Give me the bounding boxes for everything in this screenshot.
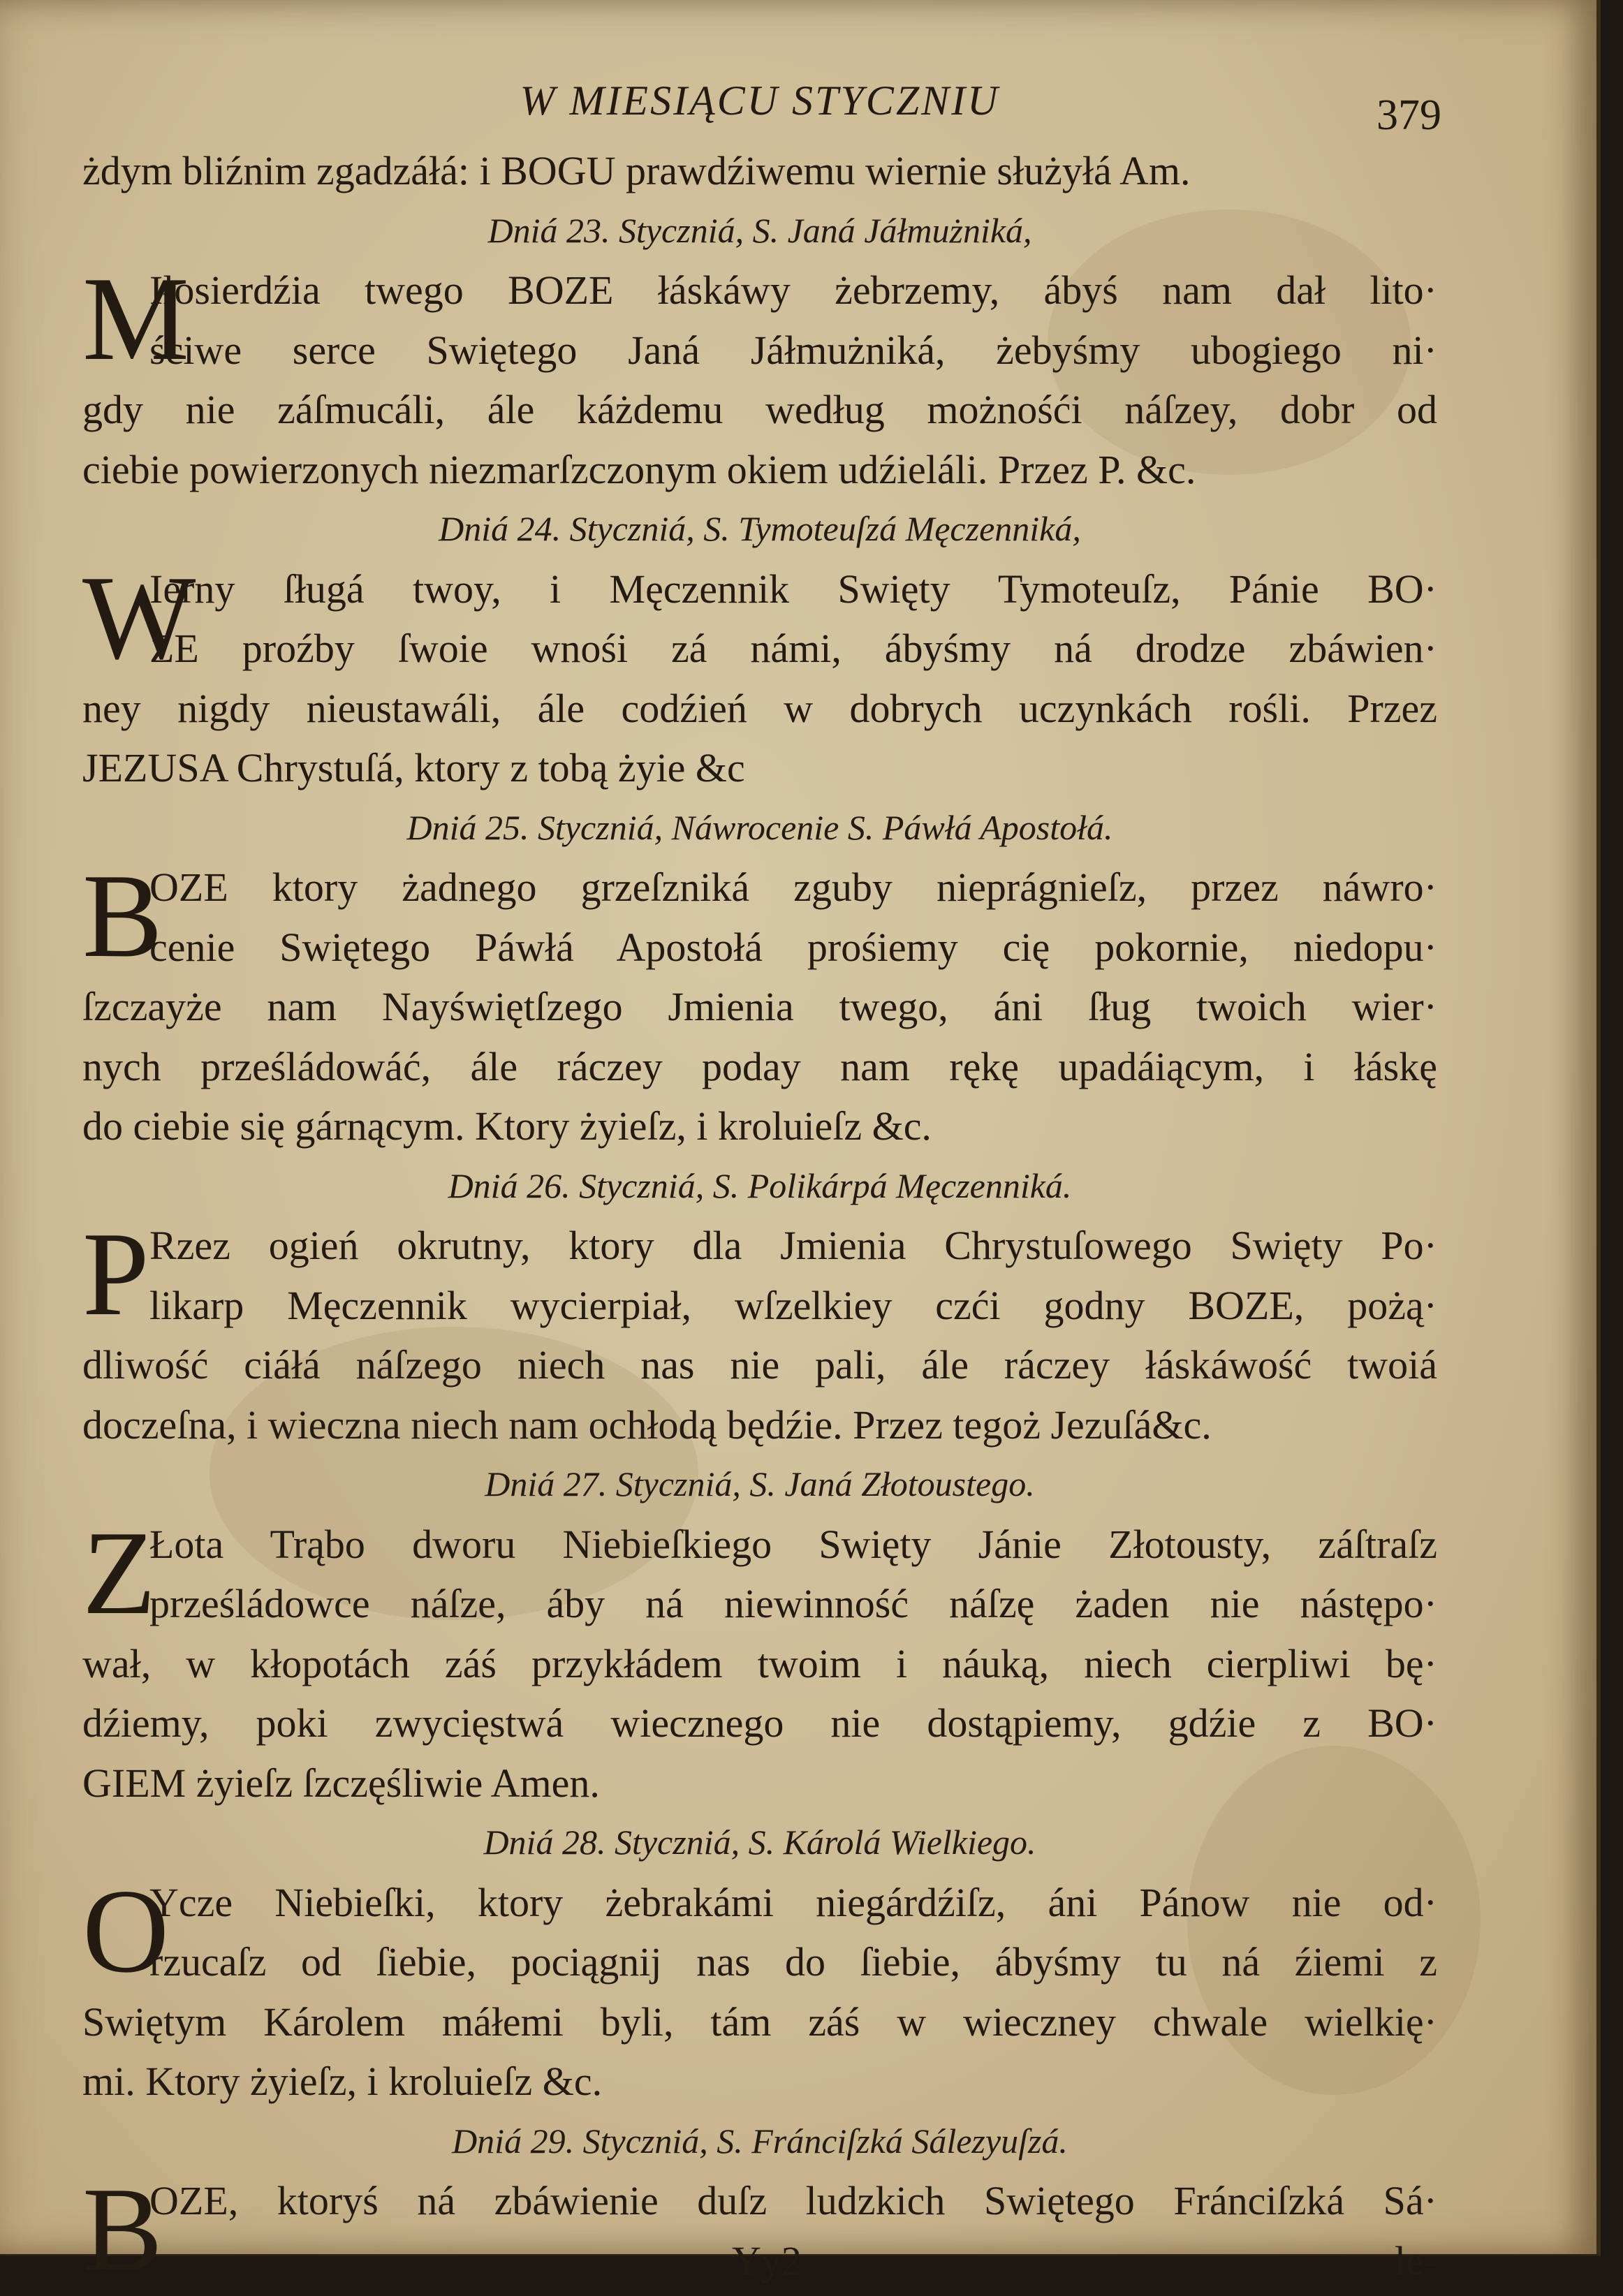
running-title: W MIESIĄCU STYCZNIU bbox=[520, 78, 1000, 124]
day-heading: Dniá 29. Styczniá, S. Fránciſzká Sálezyuſzá. bbox=[452, 2121, 1068, 2161]
text-line: OZE, ktoryś ná zbáwienie duſz ludzkich Swiętego Fránciſzká Sá· bbox=[149, 2178, 1437, 2223]
text-line: Ierny ſługá twoy, i Męczennik Swięty Tymoteuſz, Pánie BO· bbox=[149, 566, 1437, 612]
page-header bbox=[82, 77, 1441, 141]
text-line: do ciebie się gárnącym. Ktory żyieſz, i kroluieſz &c. bbox=[82, 1103, 932, 1149]
page-number: 379 bbox=[1376, 91, 1441, 139]
text-line: ney nigdy nieustawáli, ále codźień w dobrych uczynkách rośli. Przez bbox=[82, 685, 1437, 731]
text-line: Rzez ogień okrutny, ktory dla Jmienia Chrystuſowego Swięty Po· bbox=[149, 1223, 1437, 1268]
text-line: Ycze Niebieſki, ktory żebrakámi niegárdźiſz, áni Pánow nie od· bbox=[149, 1879, 1437, 1925]
text-line: gdy nie záſmucáli, ále káżdemu według możnośći náſzey, dobr od bbox=[82, 387, 1437, 432]
day-heading: Dniá 27. Styczniá, S. Janá Złotoustego. bbox=[485, 1464, 1035, 1503]
text-line: nych prześládowáć, ále ráczey poday nam rękę upadáiącym, i łáskę bbox=[82, 1043, 1437, 1089]
drop-capital: B bbox=[82, 2163, 163, 2296]
text-line: dliwość ciáłá náſzego niech nas nie pali, ále ráczey łáskáwość twoiá bbox=[82, 1342, 1437, 1388]
drop-capital: B bbox=[82, 850, 163, 983]
drop-capital: W bbox=[82, 551, 196, 684]
text-line: Łota Trąbo dworu Niebieſkiego Swięty Jánie Złotousty, záſtraſz bbox=[149, 1521, 1437, 1567]
text-line: rzucaſz od ſiebie, pociągnij nas do ſiebie, ábyśmy tu ná źiemi z bbox=[149, 1939, 1437, 1985]
day-heading: Dniá 23. Styczniá, S. Janá Jáłmużniká, bbox=[487, 210, 1032, 250]
text-line: JEZUSA Chrystuſá, ktory z tobą żyie &c bbox=[82, 745, 745, 790]
text-line: OZE ktory żadnego grzeſzniká zguby nieprágnieſz, przez náwro· bbox=[149, 864, 1437, 910]
day-heading: Dniá 24. Styczniá, S. Tymoteuſzá Męczenniká, bbox=[439, 509, 1081, 548]
prayer-paragraph bbox=[82, 141, 1437, 201]
text-line: wał, w kłopotách záś przykłádem twoim i náuką, niech cierpliwi bę· bbox=[82, 1640, 1437, 1686]
text-line: ZE proźby ſwoie wnośi zá námi, ábyśmy ná drodze zbáwien· bbox=[149, 626, 1437, 671]
prayer-paragraph bbox=[82, 1864, 1437, 2112]
text-line: GIEM żyieſz ſzczęśliwie Amen. bbox=[82, 1760, 600, 1806]
prayer-paragraph bbox=[82, 551, 1437, 798]
text-line: Iłosierdźia twego BOZE łáskáwy żebrzemy, ábyś nam dał lito· bbox=[149, 267, 1437, 313]
page-footer bbox=[82, 2231, 1437, 2291]
text-line: ściwe serce Swiętego Janá Jáłmużniká, żebyśmy ubogiego ni· bbox=[149, 327, 1437, 373]
drop-capital: Z bbox=[82, 1506, 156, 1640]
signature-mark: Yy2 bbox=[732, 2237, 802, 2283]
drop-capital: O bbox=[82, 1864, 170, 1998]
text-line: ſzczayże nam Nayświętſzego Jmienia twego, áni ſług twoich wier· bbox=[82, 984, 1437, 1029]
text-line: mi. Ktory żyieſz, i kroluieſz &c. bbox=[82, 2059, 603, 2104]
prayer-paragraph bbox=[82, 1208, 1437, 1455]
catchword: le- bbox=[1394, 2237, 1437, 2283]
prayer-paragraph bbox=[82, 253, 1437, 499]
prayer-paragraph bbox=[82, 850, 1437, 1156]
text-line: doczeſna, i wieczna niech nam ochłodą będźie. Przez tegoż Jezuſá&c. bbox=[82, 1401, 1212, 1448]
page-text bbox=[82, 77, 1441, 2296]
day-heading: Dniá 25. Styczniá, Náwrocenie S. Páwłá Apostołá. bbox=[406, 807, 1113, 847]
text-line: ciebie powierzonych niezmarſzczonym okiem udźieláli. Przez P. &c. bbox=[82, 446, 1196, 492]
drop-capital: P bbox=[82, 1208, 149, 1341]
drop-capital: M bbox=[82, 253, 189, 385]
prayer-paragraph bbox=[82, 1506, 1437, 1813]
day-heading: Dniá 26. Styczniá, S. Polikárpá Męczenniká. bbox=[448, 1165, 1072, 1205]
text-line: cenie Swiętego Páwłá Apostołá prośiemy cię pokornie, niedopu· bbox=[149, 924, 1437, 970]
text-line: dźiemy, poki zwycięstwá wiecznego nie dostąpiemy, gdźie z BO· bbox=[82, 1700, 1437, 1746]
day-heading: Dniá 28. Styczniá, S. Károlá Wielkiego. bbox=[483, 1823, 1036, 1862]
text-line: likarp Męczennik wycierpiał, wſzelkiey czći godny BOZE, pożą· bbox=[149, 1282, 1437, 1328]
text-line: Swiętym Károlem máłemi byli, tám záś w wieczney chwale wielkię· bbox=[82, 1999, 1437, 2045]
text-line: prześládowce náſze, áby ná niewinność náſzę żaden nie nástępo· bbox=[149, 1581, 1437, 1626]
text-line: żdym bliźnim zgadzáłá: i BOGU prawdźiwemu wiernie służyłá Am. bbox=[82, 148, 1191, 193]
